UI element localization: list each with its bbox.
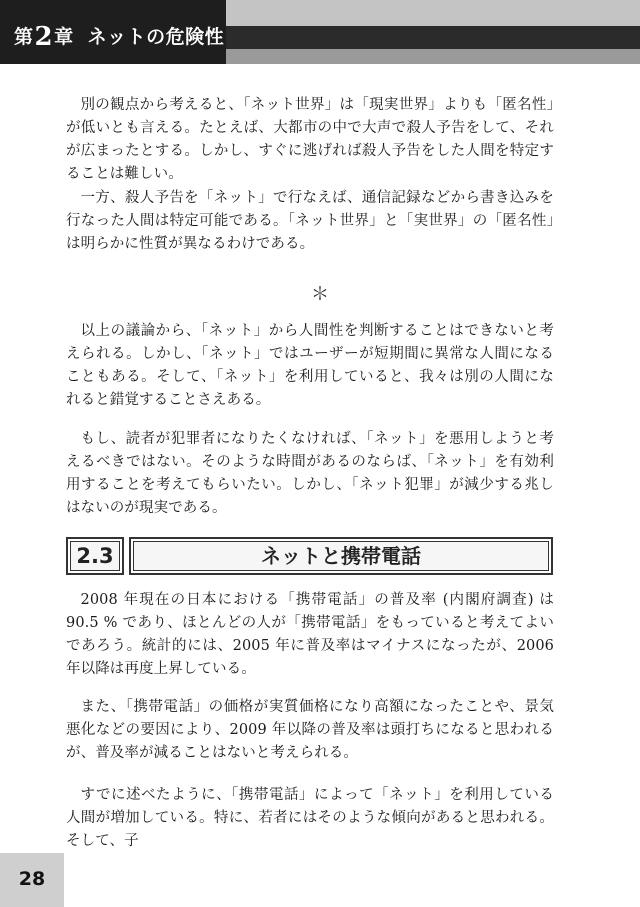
paragraph: すでに述べたように、「携帯電話」によって「ネット」を利用している人間が増加している。特に、若者にはそのような傾向があると思われる。そして、子: [66, 787, 554, 849]
chapter-number: 2: [34, 22, 54, 52]
chapter-suffix: 章: [54, 26, 74, 48]
header-dark-band: [226, 26, 640, 49]
chapter-title: [14, 20, 224, 50]
section-number: 2.3: [66, 537, 124, 575]
section-separator: ＊: [311, 284, 329, 305]
section-title: ネットと携帯電話: [261, 544, 421, 568]
paragraph: もし、読者が犯罪者になりたくなければ、「ネット」を悪用しようと考えるべきではない。そのような時間があるのならば、「ネット」を有効利用することを考えてもらいたい。しかし、「ネット犯罪」が減少する兆しはないのが現実である。: [66, 431, 554, 516]
chapter-prefix: 第: [14, 26, 34, 48]
paragraph: 別の観点から考えると、「ネット世界」は「現実世界」よりも「匿名性」が低いとも言える。たとえば、大都市の中で大声で殺人予告をして、それが広まったとする。しかし、すぐに逃げれば殺人予告をした人間を特定することは難しい。: [66, 97, 554, 182]
paragraph: 一方、殺人予告を「ネット」で行なえば、通信記録などから書き込みを行なった人間は特定可能である。「ネット世界」と「実世界」の「匿名性」は明らかに性質が異なるわけである。: [66, 190, 554, 252]
header-bottom-band: [226, 49, 640, 64]
section-heading: [129, 537, 553, 575]
header-top-band: [226, 0, 640, 26]
chapter-name: ネットの危険性: [87, 26, 225, 48]
paragraph: 以上の議論から、「ネット」から人間性を判断することはできないと考えられる。しかし、「ネット」ではユーザーが短期間に異常な人間になることもある。そして、「ネット」を利用していると、我々は別の人間になれると錯覚することさえある。: [66, 323, 554, 408]
paragraph: 2008 年現在の日本における「携帯電話」の普及率 (内閣府調査) は 90.5 % であり、ほとんどの人が「携帯電話」をもっていると考えてよいであろう。統計的には、2005 年に普及率はマイナスになったが、2006 年以降は再度上昇している。: [66, 592, 554, 677]
page-number: 28: [18, 868, 46, 890]
paragraph: また、「携帯電話」の価格が実質価格になり高額になったことや、景気悪化などの要因により、2009 年以降の普及率は頭打ちになると思われるが、普及率が減ることはないと考えられる。: [66, 699, 554, 761]
page-number-tab: [0, 853, 64, 907]
